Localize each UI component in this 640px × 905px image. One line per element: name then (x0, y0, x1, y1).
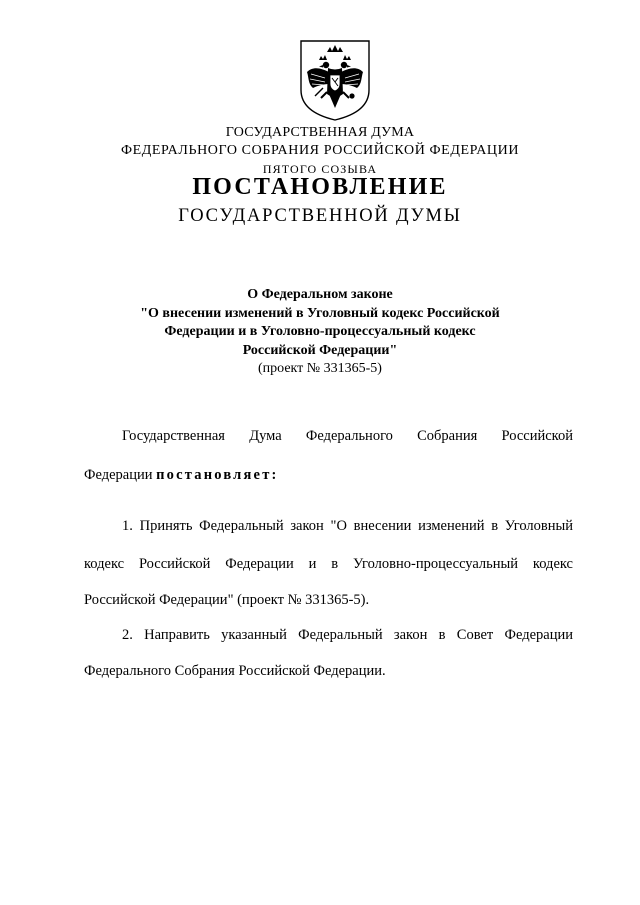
item-2-line-2: Федерального Собрания Российской Федерации. (84, 663, 386, 679)
subject-line-3: Федерации и в Уголовно-процессуальный кодекс (164, 324, 476, 339)
russian-coat-of-arms-icon (297, 38, 373, 122)
intro-line-1: Государственная Дума Федерального Собрания Российской (122, 428, 573, 444)
subject-block (0, 286, 640, 379)
org-line-2: ФЕДЕРАЛЬНОГО СОБРАНИЯ РОССИЙСКОЙ ФЕДЕРАЦИИ (120, 143, 520, 158)
item-1-line-2: кодекс Российской Федерации и в Уголовно-процессуальный кодекс (84, 556, 573, 572)
project-number: (проект № 331365-5) (258, 361, 382, 376)
intro-line-2 (84, 467, 279, 484)
item-1-line-3: Российской Федерации" (проект № 331365-5). (84, 592, 370, 608)
decision-word: постановляет: (156, 467, 279, 483)
org-line-1: ГОСУДАРСТВЕННАЯ ДУМА (225, 125, 415, 140)
item-1-line-1: 1. Принять Федеральный закон "О внесении изменений в Уголовный (122, 518, 573, 534)
subject-line-2: "О внесении изменений в Уголовный кодекс Российской (140, 305, 500, 321)
item-2-line-1: 2. Направить указанный Федеральный закон в Совет Федерации (122, 627, 573, 643)
org-line-3: ПЯТОГО СОЗЫВА (262, 162, 378, 176)
subject-line-4: Российской Федерации" (242, 342, 398, 358)
document-type-title: ПОСТАНОВЛЕНИЕ (192, 174, 448, 200)
subject-line-1: О Федеральном законе (247, 287, 393, 302)
document-subtitle: ГОСУДАРСТВЕННОЙ ДУМЫ (178, 206, 462, 226)
intro-line-2-prefix: Федерации (84, 467, 157, 483)
